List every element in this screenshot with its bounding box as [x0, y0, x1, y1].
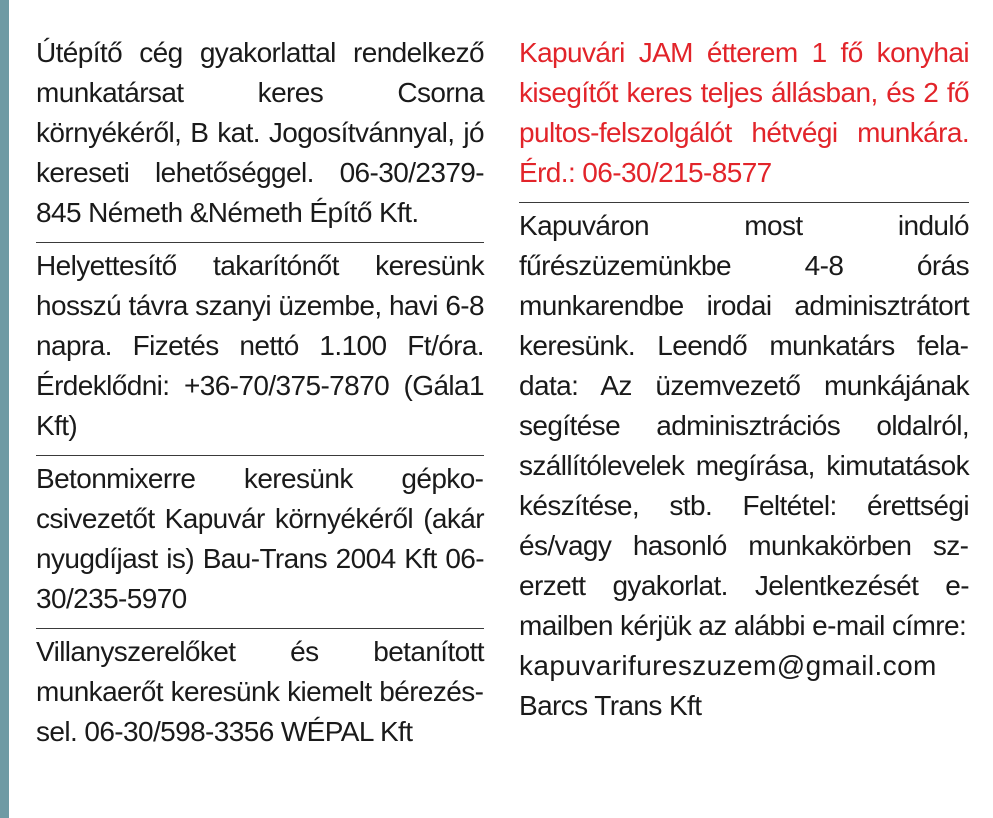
left-column [36, 30, 484, 761]
job-ad-concrete-mixer-driver: Betonmixerre keresünk gépkocsivezetőt Kapuvár környékéről (akár nyugdíjast is) Bau-Trans 2004 Kft 06-30/235-5970 [36, 463, 484, 614]
job-ad-cleaner: Helyettesítő takarítónőt keresünk hosszú távra szanyi üzembe, havi 6-8 napra. Fizetés nettó 1.100 Ft/óra. Érdeklődni: +36-70/375-7870 (Gála1 Kft) [36, 250, 484, 441]
job-ad-sawmill-admin [519, 203, 969, 735]
job-ad-electricians: Villanyszerelőket és betanított munkaerőt keresünk kiemelt bérezéssel. 06-30/598-3356 WÉPAL Kft [36, 636, 484, 747]
company-name: Barcs Trans Kft [519, 690, 702, 721]
job-ad-restaurant: Kapuvári JAM étterem 1 fő konyhai kisegítőt keres teljes állásban, és 2 fő pultos-felszolgálót hétvégi munkára. Érd.: 06-30/215-8577 [519, 37, 969, 188]
right-column [519, 30, 969, 735]
job-ad-road-construction: Útépítő cég gyakorlattal rendelkező munkatársat keres Csorna környékéről, B kat. Jogosítvánnyal, jó kereseti lehetőséggel. 06-30/2379-845 Németh &Németh Építő Kft. [36, 37, 484, 228]
page-edge-bar [0, 0, 9, 818]
job-ad-sawmill-text: Kapuváron most induló fűrészüzemünkbe 4-8 órás munkarendbe irodai adminisztrátort keresünk. Leendő munkatárs feladata: Az üzemvezető munkájának segítése adminisztrációs oldalról, szállítólevelek megírása, kimutatások készítése, stb. Feltétel: érettségi és/vagy hasonló munkakörben szerzett gyakorlat. Jelentkezését e-mailben kérjük az alábbi e-mail címre: [519, 210, 969, 641]
contact-email: kapuvarifureszuzem@gmail.com [519, 650, 937, 681]
